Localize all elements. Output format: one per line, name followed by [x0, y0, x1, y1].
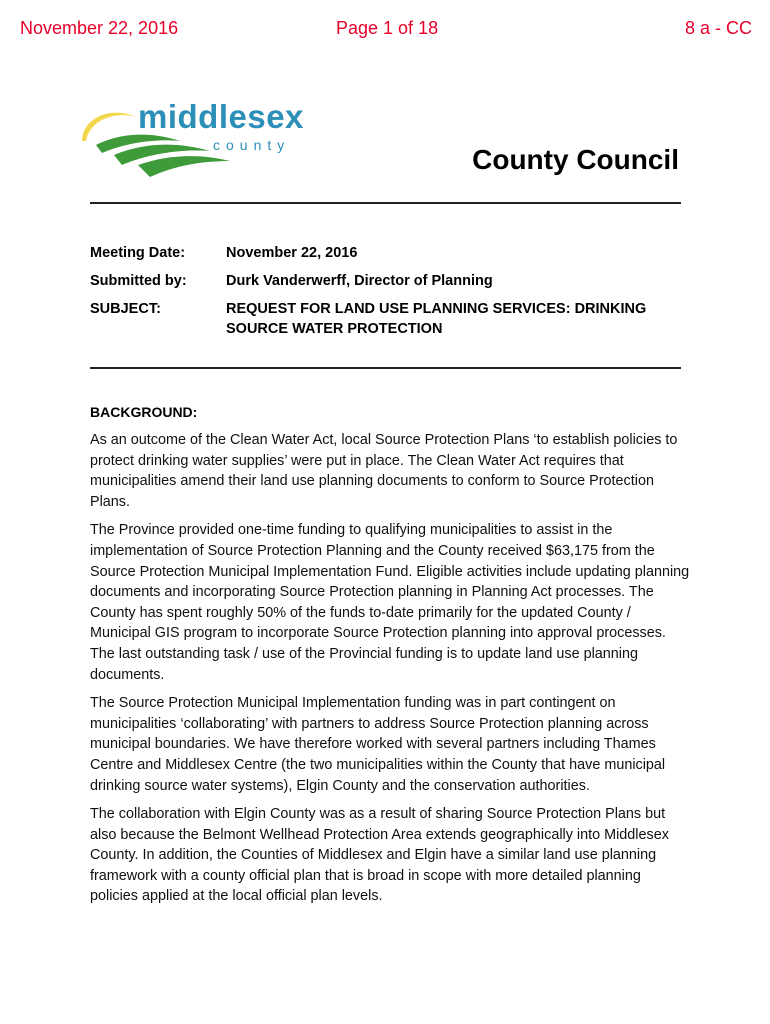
submitted-by-label: Submitted by:	[90, 273, 187, 289]
body-paragraph: The Province provided one-time funding to qualifying municipalities to assist in the implementation of Source Protection Planning and the County received $63,175 from the Source Protection Municipal Implementation Fund. Eligible activities include updating planning documents and incorporating Source Protection planning in Planning Act processes. The County has spent roughly 50% of the funds to-date primarily for the updated County / Municipal GIS program to incorporate Source Protection planning into approval processes. The last outstanding task / use of the Provincial funding is to update land use planning documents.	[90, 522, 690, 683]
top-divider	[90, 202, 681, 204]
meeting-date-value: November 22, 2016	[226, 245, 358, 261]
header-agenda-code: 8 a - CC	[684, 18, 752, 38]
logo-subtitle: county	[213, 137, 291, 153]
middlesex-county-logo	[80, 98, 304, 185]
body-paragraph: The collaboration with Elgin County was as a result of sharing Source Protection Plans but also because the Belmont Wellhead Protection Area extends geographically into Middlesex County. In addition, the Counties of Middlesex and Elgin have a similar land use planning framework with a county official plan that is broad in scope with more detailed planning policies applied at the local official plan levels.	[90, 806, 669, 905]
body-paragraph: The Source Protection Municipal Implementation funding was in part contingent on municipalities ‘collaborating’ with partners to address Source Protection planning across municipal boundaries. We have therefore worked with several partners including Thames Centre and Middlesex Centre (the two municipalities within the County that have municipal drinking source water systems), Elgin County and the conservation authorities.	[90, 695, 666, 794]
document-body	[90, 430, 690, 915]
header-date: November 22, 2016	[20, 18, 179, 38]
subject-value: REQUEST FOR LAND USE PLANNING SERVICES: DRINKING SOURCE WATER PROTECTION	[226, 301, 647, 337]
section-heading-background: BACKGROUND:	[90, 404, 198, 420]
bottom-divider	[90, 367, 681, 369]
header-page-number: Page 1 of 18	[336, 18, 439, 38]
subject-label: SUBJECT:	[90, 301, 161, 317]
document-title: County Council	[472, 144, 679, 175]
body-paragraph: As an outcome of the Clean Water Act, local Source Protection Plans ‘to establish policies to protect drinking water supplies’ were put in place. The Clean Water Act requires that municipalities amend their land use planning documents to conform to Source Protection Plans.	[90, 432, 678, 510]
meeting-date-label: Meeting Date:	[90, 245, 186, 261]
logo-wordmark: middlesex	[138, 98, 304, 135]
submitted-by-value: Durk Vanderwerff, Director of Planning	[226, 273, 493, 289]
